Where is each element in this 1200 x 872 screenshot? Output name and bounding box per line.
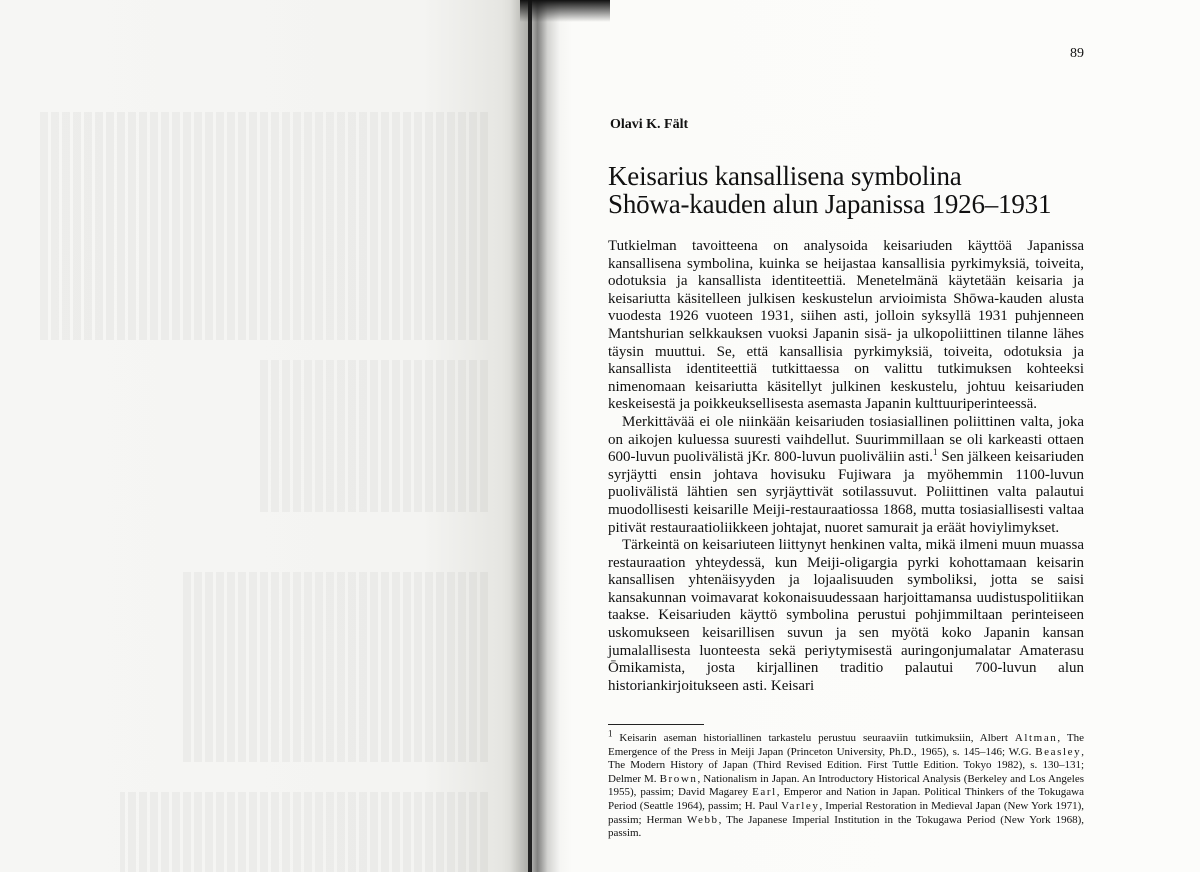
- footnote-divider: [608, 724, 704, 725]
- footnote-author: Webb: [686, 813, 719, 826]
- article-body: [608, 238, 1084, 695]
- show-through-text: [0, 0, 528, 872]
- footnote-text: , Emperor and Nation in Japan. Political Thinkers of the Tokugawa Period (Seattle 1964), passim; H. Paul: [608, 786, 1084, 812]
- paragraph-2-text-a: Merkittävää ei ole niinkään keisariuden tosiasiallinen poliittinen valta, joka on aikojen kuluessa suuresti vaihdellut. Suurimmillaan se oli karkeasti ottaen 600-luvun puolivälistä jKr. 800-luvun puoliväliin asti.: [608, 413, 1084, 466]
- footnote: [608, 728, 1084, 841]
- paragraph-1: Tutkielman tavoitteena on analysoida keisariuden käyttöä Japanissa kansallisena symbolina, kuinka se heijastaa kansallisia pyrkimyksiä, toiveita, odotuksia ja kansallista identiteettiä. Menetelmänä käytetään keisaria ja keisariutta käsitelleen julkisen keskustelun arvioimista Shōwa-kauden alusta vuodesta 1926 vuoteen 1931, siihen asti, jolloin syksyllä 1931 puhjenneen Mantshurian selkkauksen vuoksi Japanin sisä- ja ulkopoliittinen tilanne lähes täysin muuttui. Se, että kansallisia pyrkimyksiä, toiveita, odotuksia ja kansallista identiteettiä tutkittaessa on valittu tutkimuksen kohteeksi nimenomaan keisariutta käsitellyt julkinen keskustelu, johtuu keisariuden keskeisestä ja poikkeuksellisesta asemasta Japanin kulttuuriperinteessä.: [608, 238, 1084, 413]
- footnote-text: , The Modern History of Japan (Third Revised Edition. First Tuttle Edition. Tokyo 1982), s. 130–131; Delmer M.: [608, 745, 1084, 785]
- spine-shadow: [520, 0, 610, 22]
- footnote-text: , The Emergence of the Press in Meiji Japan (Princeton University, Ph.D., 1965), s. 145–146; W.G.: [608, 732, 1084, 758]
- paragraph-3: Tärkeintä on keisariuteen liittynyt henkinen valta, mikä ilmeni muun muassa restauraation yhteydessä, kun Meiji-oligargia pyrki kohottamaan keisarin kansallisen yhtenäisyyden ja lojaalisuuden symboliksi, jotta se saisi kansakunnan voimavarat kokonaisuudessaan harjoittamansa uudistuspolitiikan taakse. Keisariuden käyttö symbolina perustui pohjimmiltaan perinteiseen uskomukseen keisarillisen suvun ja sen myötä koko Japanin kansan jumalallisesta luonteesta sekä periytymisestä auringonjumalatar Amaterasu Ōmikamista, josta kirjallinen traditio palautui 700-luvun alun historiankirjoitukseen asti. Keisari: [608, 537, 1084, 694]
- footnote-author: Brown: [659, 772, 698, 785]
- paragraph-2: [608, 414, 1084, 537]
- book-gutter: [510, 0, 560, 872]
- footnote-author: Earl: [752, 786, 777, 799]
- footnote-author: Varley: [781, 799, 820, 812]
- right-page: [532, 0, 1200, 872]
- left-page: [0, 0, 528, 872]
- footnote-author: Altman: [1014, 732, 1058, 744]
- article-title: [608, 162, 1128, 218]
- footnote-reference[interactable]: 1: [933, 447, 938, 458]
- footnote-text: , The Japanese Imperial Institution in the Tokugawa Period (New York 1968), passim.: [608, 813, 1084, 840]
- page-number: 89: [1070, 46, 1084, 61]
- author-name: Olavi K. Fält: [610, 117, 689, 132]
- footnote-text: , Nationalism in Japan. An Introductory Historical Analysis (Berkeley and Los Angeles 1955), passim; David Magarey: [608, 772, 1084, 799]
- title-line-2: Shōwa-kauden alun Japanissa 1926–1931: [608, 189, 1052, 219]
- footnote-text: Keisarin aseman historiallinen tarkastelu perustuu seuraaviin tutkimuksiin, Albert: [619, 732, 1015, 744]
- footnote-text: , Imperial Restoration in Medieval Japan (New York 1971), passim; Herman: [608, 799, 1084, 826]
- paragraph-2-text-b: Sen jälkeen keisariuden syrjäytti ensin johtava hovisuku Fujiwara ja myöhemmin 1100-luvun puolivälistä lähtien sen syrjäyttivät sotilassuvut. Poliittinen valta palautui muodollisesti keisarille Meiji-restauraatiossa 1868, mutta tosiasiallisesti valtaa pitivät restauraatioliikkeen johtajat, nuoret samurait ja eräät hoviylimykset.: [608, 449, 1085, 536]
- footnote-author: Beasley: [1035, 745, 1082, 758]
- title-line-1: Keisarius kansallisena symbolina: [608, 161, 962, 191]
- footnote-marker: 1: [608, 728, 613, 739]
